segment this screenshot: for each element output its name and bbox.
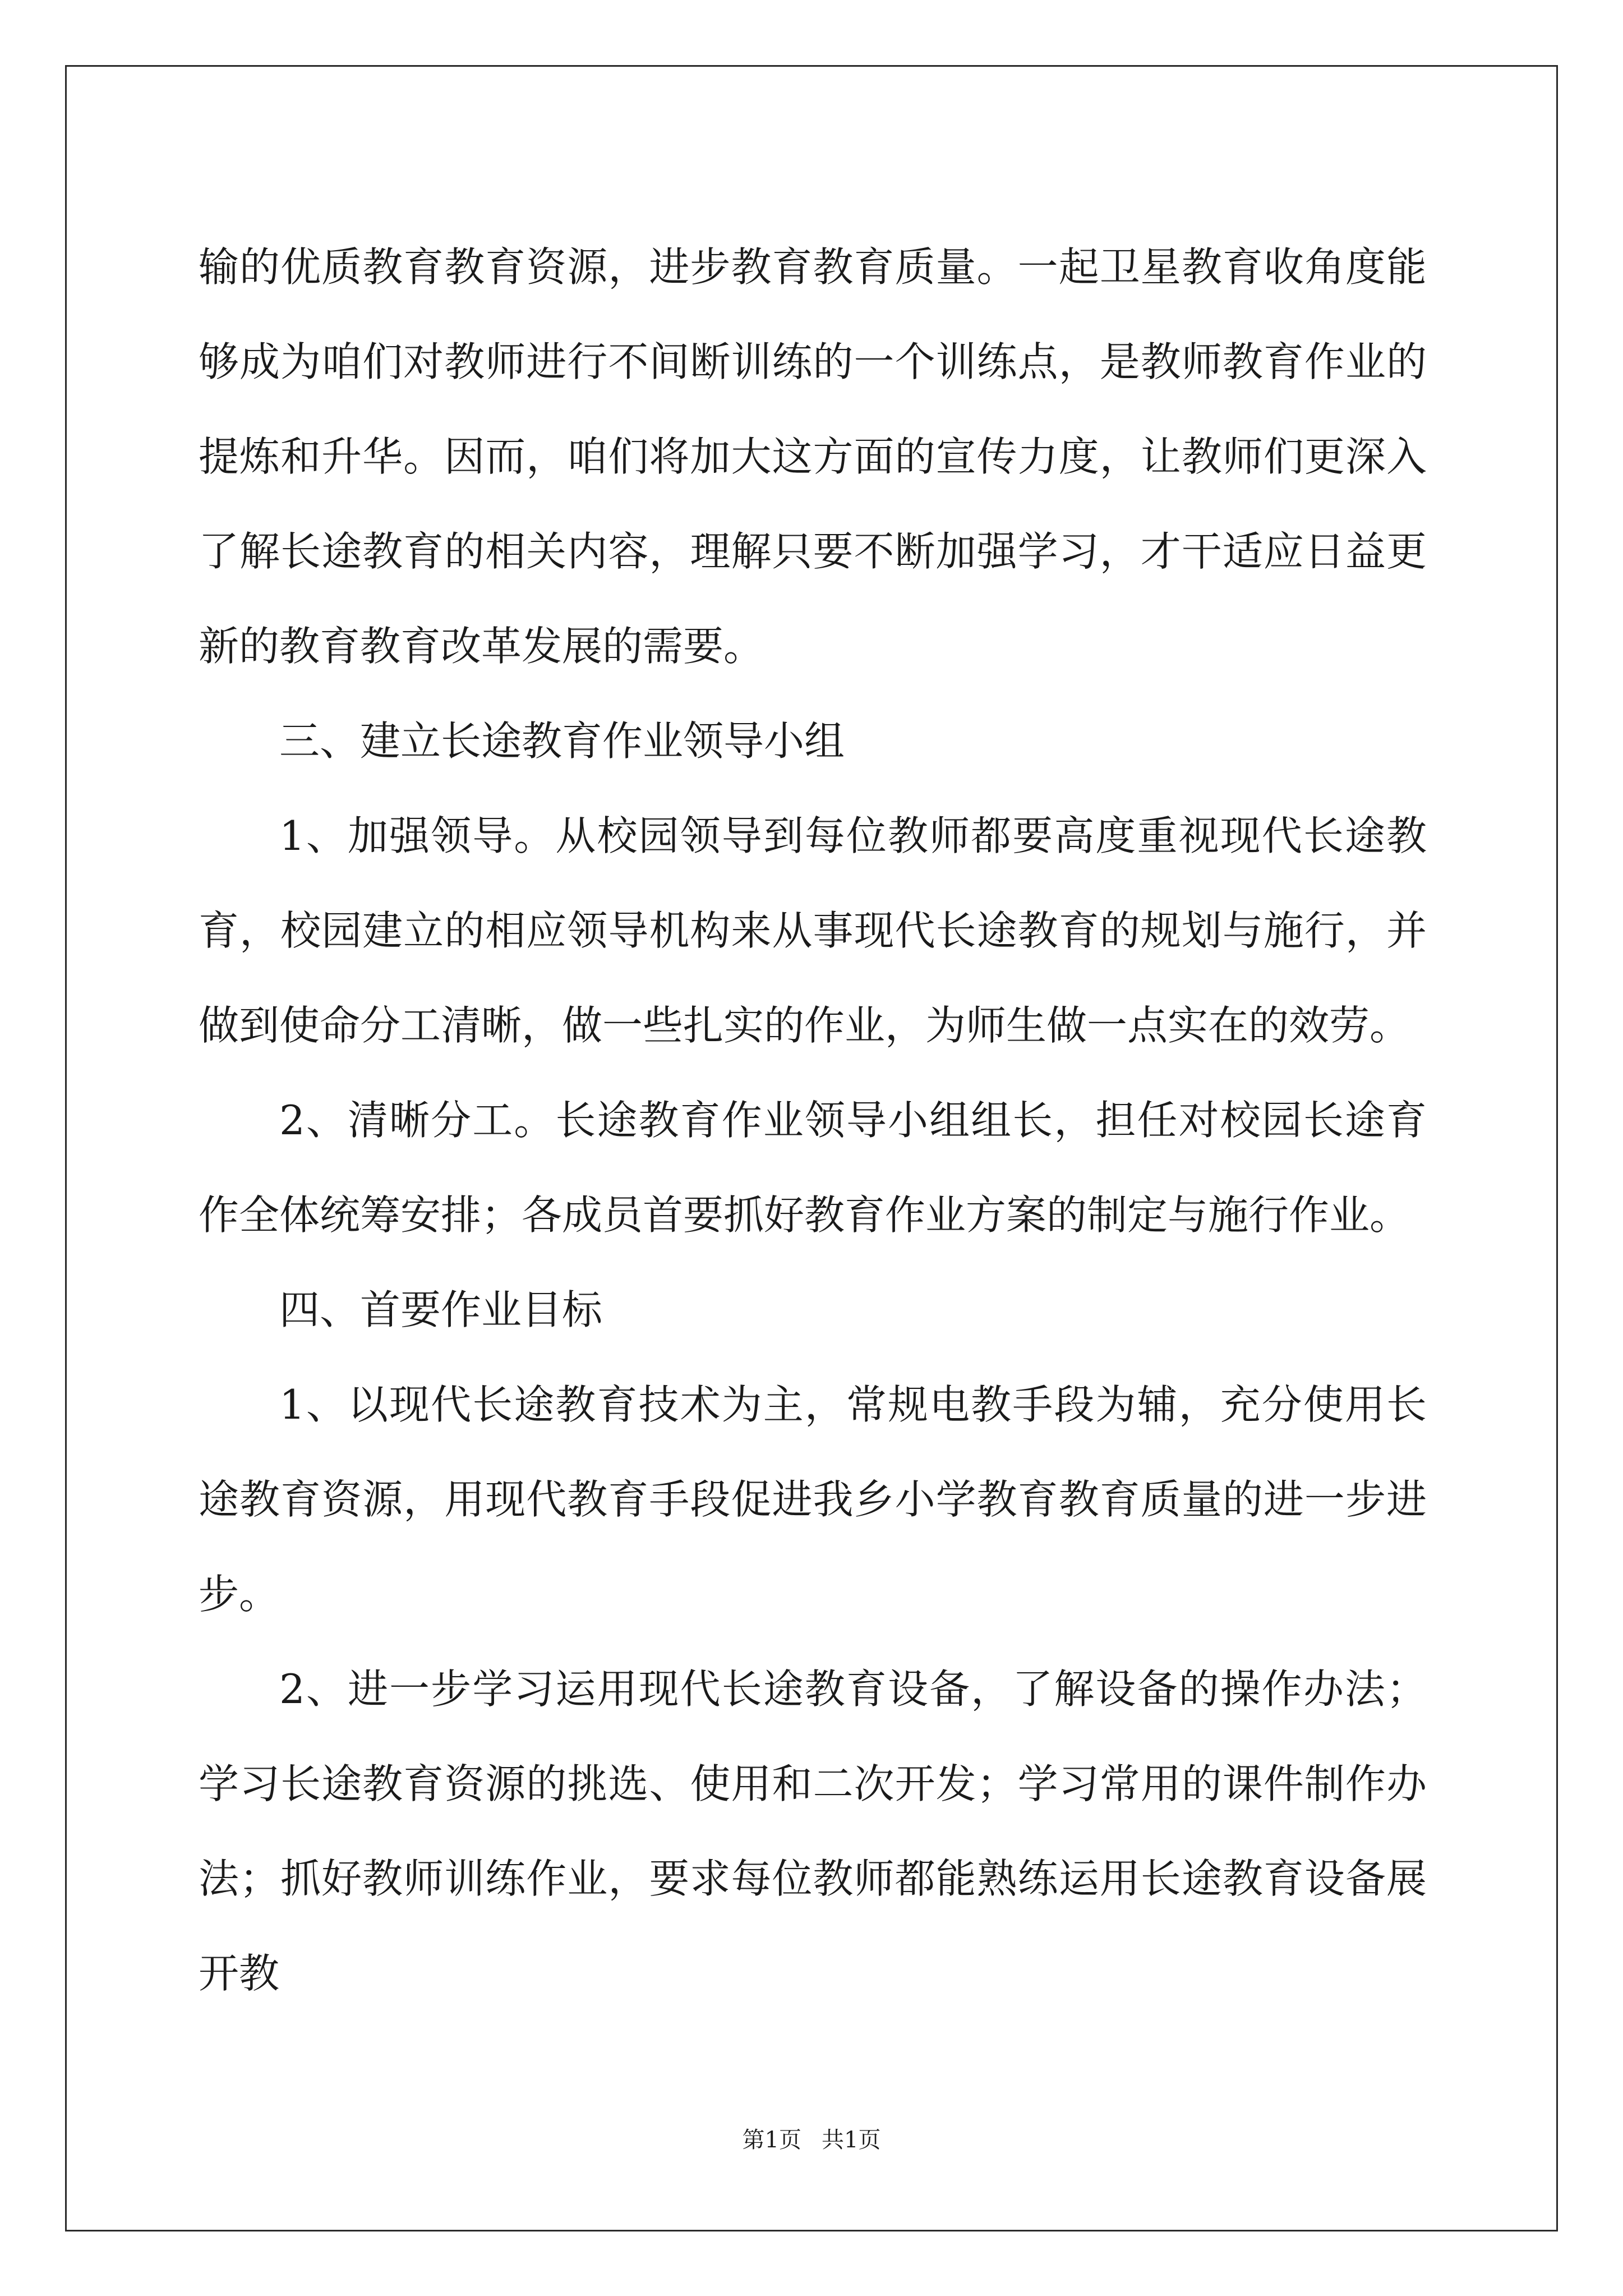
section-heading: 四、首要作业目标	[279, 1286, 603, 1333]
page-number: 第1页	[742, 2127, 801, 2153]
document-body	[199, 220, 1427, 2021]
paragraph: 1、以现代长途教育技术为主，常规电教手段为辅，充分使用长途教育资源，用现代教育手段促进我乡小学教育教育质量的进一步进步。	[199, 1381, 1427, 1618]
paragraph: 输的优质教育教育资源，进步教育教育质量。一起卫星教育收角度能够成为咱们对教师进行不间断训练的一个训练点，是教师教育作业的提炼和升华。因而，咱们将加大这方面的宣传力度，让教师们更深入了解长途教育的相关内容，理解只要不断加强学习，才干适应日益更新的教育教育改革发展的需要。	[199, 243, 1427, 670]
section-heading: 三、建立长途教育作业领导小组	[279, 717, 845, 765]
paragraph: 2、进一步学习运用现代长途教育设备，了解设备的操作办法；学习长途教育资源的挑选、使用和二次开发；学习常用的课件制作办法；抓好教师训练作业，要求每位教师都能熟练运用长途教育设备展开教	[199, 1665, 1427, 1997]
page-footer	[0, 2122, 1623, 2154]
paragraph: 1、加强领导。从校园领导到每位教师都要高度重视现代长途教育，校园建立的相应领导机构来从事现代长途教育的规划与施行，并做到使命分工清晰，做一些扎实的作业，为师生做一点实在的效劳。	[199, 812, 1427, 1049]
page-total: 共1页	[822, 2127, 881, 2153]
paragraph: 2、清晰分工。长途教育作业领导小组组长，担任对校园长途育作全体统筹安排；各成员首要抓好教育作业方案的制定与施行作业。	[199, 1097, 1427, 1239]
